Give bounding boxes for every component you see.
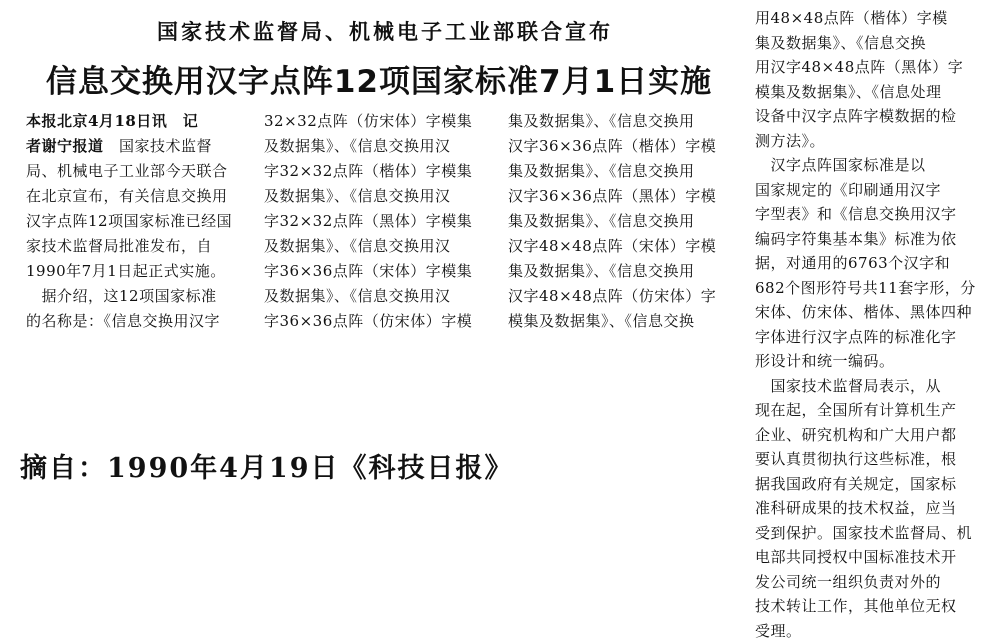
column-2-line: 32×32点阵（仿宋体）字模集 — [264, 109, 496, 134]
column-4-line: 发公司统一组织负责对外的 — [755, 570, 995, 595]
column-1-line: 1990年7月1日起正式实施。 — [26, 259, 252, 284]
column-1-line: 局、机械电子工业部今天联合 — [26, 159, 252, 184]
column-3-line: 模集及数据集》、《信息交换 — [508, 309, 740, 334]
column-3-line: 汉字48×48点阵（宋体）字模 — [508, 234, 740, 259]
column-3-line: 汉字36×36点阵（黑体）字模 — [508, 184, 740, 209]
column-2-line: 字32×32点阵（黑体）字模集 — [264, 209, 496, 234]
column-4-line: 用48×48点阵（楷体）字模 — [755, 6, 995, 31]
column-2-line: 及数据集》、《信息交换用汉 — [264, 134, 496, 159]
column-4-line: 据，对通用的6763个汉字和 — [755, 251, 995, 276]
column-4-line: 形设计和统一编码。 — [755, 349, 995, 374]
article-column-3 — [508, 109, 740, 334]
column-4-line: 字体进行汉字点阵的标准化字 — [755, 325, 995, 350]
column-4-line: 受到保护。国家技术监督局、机 — [755, 521, 995, 546]
column-1-line: 本报北京4月18日讯 记 — [26, 109, 252, 134]
column-4-line: 用汉字48×48点阵（黑体）字 — [755, 55, 995, 80]
article-column-1 — [26, 109, 252, 334]
column-2-line: 字36×36点阵（宋体）字模集 — [264, 259, 496, 284]
column-4-line: 设备中汉字点阵字模数据的检 — [755, 104, 995, 129]
column-3-line: 集及数据集》、《信息交换用 — [508, 209, 740, 234]
column-4-line: 集及数据集》、《信息交换 — [755, 31, 995, 56]
column-2-line: 及数据集》、《信息交换用汉 — [264, 284, 496, 309]
column-3-line: 汉字48×48点阵（仿宋体）字 — [508, 284, 740, 309]
column-2-line: 及数据集》、《信息交换用汉 — [264, 184, 496, 209]
column-4-line: 模集及数据集》、《信息处理 — [755, 80, 995, 105]
column-4-line: 国家技术监督局表示，从 — [755, 374, 995, 399]
column-1-line: 者谢宁报道 国家技术监督 — [26, 134, 252, 159]
column-4-line: 字型表》和《信息交换用汉字 — [755, 202, 995, 227]
column-3-line: 集及数据集》、《信息交换用 — [508, 159, 740, 184]
column-1-line: 汉字点阵12项国家标准已经国 — [26, 209, 252, 234]
column-4-line: 准科研成果的技术权益，应当 — [755, 496, 995, 521]
column-4-line: 受理。 — [755, 619, 995, 643]
source-citation: 摘自：1990年4月19日《科技日报》 — [20, 446, 580, 485]
column-4-line: 汉字点阵国家标准是以 — [755, 153, 995, 178]
article-subhead: 国家技术监督局、机械电子工业部联合宣布 — [40, 16, 730, 46]
column-3-line: 汉字36×36点阵（楷体）字模 — [508, 134, 740, 159]
column-1-line: 的名称是：《信息交换用汉字 — [26, 309, 252, 334]
column-1-line: 在北京宣布，有关信息交换用 — [26, 184, 252, 209]
column-4-line: 据我国政府有关规定，国家标 — [755, 472, 995, 497]
column-2-line: 字36×36点阵（仿宋体）字模 — [264, 309, 496, 334]
column-4-line: 国家规定的《印刷通用汉字 — [755, 178, 995, 203]
column-3-line: 集及数据集》、《信息交换用 — [508, 259, 740, 284]
column-4-line: 宋体、仿宋体、楷体、黑体四种 — [755, 300, 995, 325]
column-4-line: 技术转让工作，其他单位无权 — [755, 594, 995, 619]
column-4-line: 测方法》。 — [755, 129, 995, 154]
article-column-4 — [755, 6, 995, 643]
column-1-line: 家技术监督局批准发布，自 — [26, 234, 252, 259]
column-4-line: 编码字符集基本集》标准为依 — [755, 227, 995, 252]
article-headline: 信息交换用汉字点阵12项国家标准7月1日实施 — [14, 56, 744, 101]
column-4-line: 电部共同授权中国标准技术开 — [755, 545, 995, 570]
column-4-line: 企业、研究机构和广大用户都 — [755, 423, 995, 448]
column-2-line: 及数据集》、《信息交换用汉 — [264, 234, 496, 259]
column-2-line: 字32×32点阵（楷体）字模集 — [264, 159, 496, 184]
column-4-line: 682个图形符号共11套字形，分 — [755, 276, 995, 301]
column-3-line: 集及数据集》、《信息交换用 — [508, 109, 740, 134]
column-1-line: 据介绍，这12项国家标准 — [26, 284, 252, 309]
column-4-line: 要认真贯彻执行这些标准，根 — [755, 447, 995, 472]
column-4-line: 现在起，全国所有计算机生产 — [755, 398, 995, 423]
article-column-2 — [264, 109, 496, 334]
